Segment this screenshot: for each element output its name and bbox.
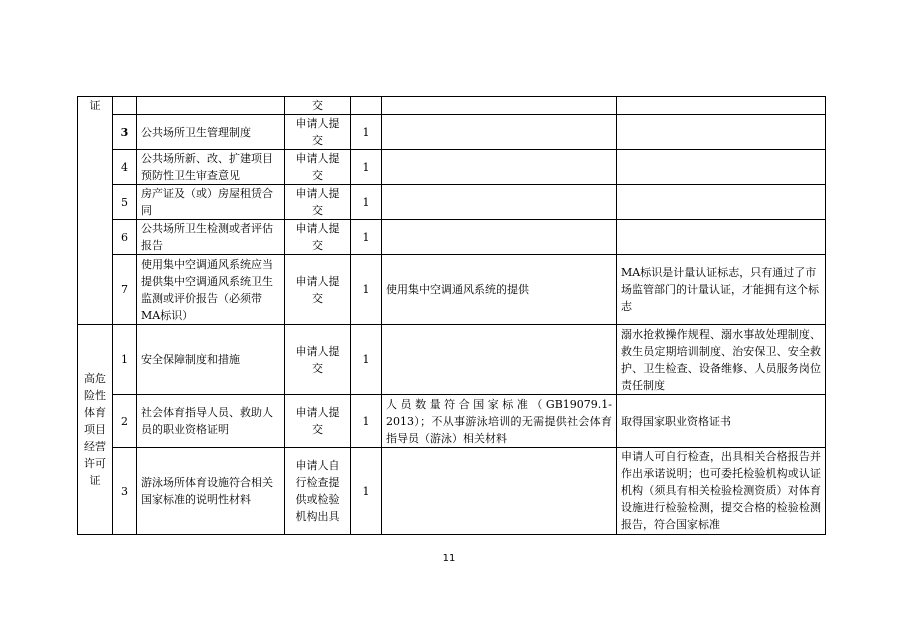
count-cell: 1 (351, 395, 382, 448)
note-cell (617, 150, 826, 185)
note-cell: MA标识是计量认证标志，只有通过了市场监管部门的计量认证，才能拥有这个标志 (617, 255, 826, 325)
requirement-cell (382, 325, 617, 395)
material-name: 社会体育指导人员、救助人员的职业资格证明 (137, 395, 285, 448)
note-cell (617, 220, 826, 255)
requirement-cell (382, 185, 617, 220)
material-name (137, 97, 285, 115)
provider-cell: 申请人提 交 (285, 150, 351, 185)
table-row (78, 255, 826, 325)
page-number: 11 (442, 553, 456, 564)
material-name: 房产证及（或）房屋租赁合同 (137, 185, 285, 220)
provider-cell: 申请人提 交 (285, 220, 351, 255)
material-name: 使用集中空调通风系统应当提供集中空调通风系统卫生监测或评价报告（必须带MA标识） (137, 255, 285, 325)
provider-cell: 申请人提 交 (285, 185, 351, 220)
count-cell: 1 (351, 185, 382, 220)
count-cell (351, 97, 382, 115)
provider-cell: 申请人自 行检查提 供或检验 机构出具 (285, 448, 351, 535)
requirement-cell: 使用集中空调通风系统的提供 (382, 255, 617, 325)
count-cell: 1 (351, 220, 382, 255)
note-cell: 溺水抢救操作规程、溺水事故处理制度、救生员定期培训制度、治安保卫、安全救护、卫生检查、设备维修、人员服务岗位责任制度 (617, 325, 826, 395)
material-name: 公共场所新、改、扩建项目预防性卫生审查意见 (137, 150, 285, 185)
row-number: 4 (113, 150, 137, 185)
table-row (78, 97, 826, 115)
table-row (78, 220, 826, 255)
requirement-cell (382, 115, 617, 150)
table-row (78, 115, 826, 150)
requirement-cell: 人员数量符合国家标准（GB19079.1-2013）；不从事游泳培训的无需提供社会体育指导员（游泳）相关材料 (382, 395, 617, 448)
provider-cell: 申请人提 交 (285, 255, 351, 325)
requirement-cell (382, 220, 617, 255)
count-cell: 1 (351, 255, 382, 325)
provider-cell: 申请人提 交 (285, 325, 351, 395)
row-number: 1 (113, 325, 137, 395)
count-cell: 1 (351, 115, 382, 150)
requirements-table (77, 96, 826, 535)
material-name: 安全保障制度和措施 (137, 325, 285, 395)
note-cell: 取得国家职业资格证书 (617, 395, 826, 448)
note-cell (617, 97, 826, 115)
note-cell: 申请人可自行检查，出具相关合格报告并作出承诺说明；也可委托检验机构或认证机构（须具有相关检验检测资质）对体育设施进行检验检测，提交合格的检验检测报告，符合国家标准 (617, 448, 826, 535)
row-number: 5 (113, 185, 137, 220)
row-number: 6 (113, 220, 137, 255)
material-name: 游泳场所体育设施符合相关国家标准的说明性材料 (137, 448, 285, 535)
material-name: 公共场所卫生检测或者评估报告 (137, 220, 285, 255)
row-number (113, 97, 137, 115)
provider-cell: 交 (285, 97, 351, 115)
requirement-cell (382, 448, 617, 535)
row-number: 3 (113, 448, 137, 535)
table-row (78, 185, 826, 220)
row-number: 3 (113, 115, 137, 150)
count-cell: 1 (351, 325, 382, 395)
table-row (78, 150, 826, 185)
provider-cell: 申请人提 交 (285, 395, 351, 448)
requirement-cell (382, 150, 617, 185)
note-cell (617, 115, 826, 150)
count-cell: 1 (351, 150, 382, 185)
table-row (78, 395, 826, 448)
count-cell: 1 (351, 448, 382, 535)
category-cell: 证 (78, 97, 113, 325)
category-cell: 高危 险性 体育 项目 经营 许可 证 (78, 325, 113, 535)
material-name: 公共场所卫生管理制度 (137, 115, 285, 150)
provider-cell: 申请人提 交 (285, 115, 351, 150)
row-number: 2 (113, 395, 137, 448)
requirement-cell (382, 97, 617, 115)
note-cell (617, 185, 826, 220)
row-number: 7 (113, 255, 137, 325)
table-row (78, 448, 826, 535)
table-row (78, 325, 826, 395)
